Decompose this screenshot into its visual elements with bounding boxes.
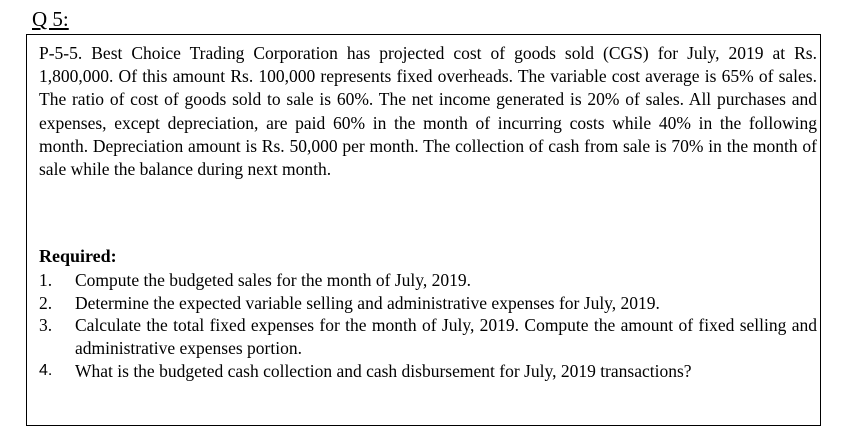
list-item: [39, 314, 817, 359]
problem-statement: P-5-5. Best Choice Trading Corporation has projected cost of goods sold (CGS) for July, 2019 at Rs. 1,800,000. Of this amount Rs. 100,000 represents fixed overheads. The variable cost average is 65% of sales. The ratio of cost of goods sold to sale is 60%. The net income generated is 20% of sales. All purchases and expenses, except depreciation, are paid 60% in the month of incurring costs while 40% in the following month. Depreciation amount is Rs. 50,000 per month. The collection of cash from sale is 70% in the month of sale while the balance during next month.: [39, 43, 817, 180]
requirements-list: [39, 269, 817, 383]
requirement-text: Compute the budgeted sales for the month of July, 2019.: [75, 270, 471, 290]
requirement-text: What is the budgeted cash collection and cash disbursement for July, 2019 transactions?: [75, 360, 692, 381]
requirement-number: 4.: [39, 361, 53, 379]
list-item: [39, 269, 817, 292]
list-item: [39, 360, 817, 383]
requirement-number: 3.: [39, 315, 53, 336]
requirement-number: 1.: [39, 270, 53, 290]
list-item: [39, 292, 817, 315]
requirement-text: Calculate the total fixed expenses for the month of July, 2019. Compute the amount of fixed selling and administrative expenses portion.: [75, 315, 817, 359]
required-heading: Required:: [39, 246, 117, 266]
requirement-text: Determine the expected variable selling and administrative expenses for July, 2019.: [75, 292, 660, 313]
question-label: Q 5:: [32, 7, 69, 31]
requirement-number: 2.: [39, 292, 53, 313]
